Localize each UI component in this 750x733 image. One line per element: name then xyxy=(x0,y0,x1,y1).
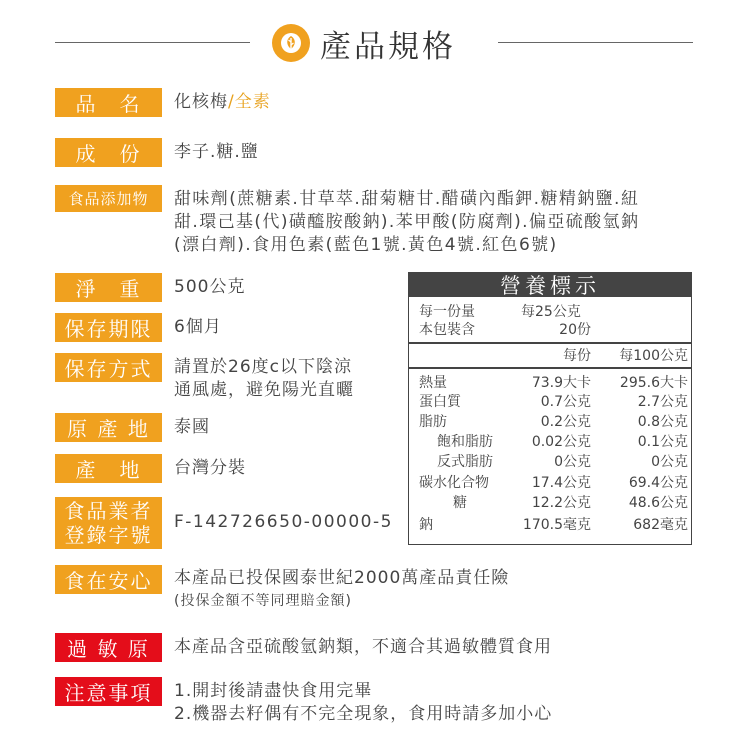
label-product-name: 品 名 xyxy=(55,88,162,117)
additives-line: 甜.環己基(代)磺醯胺酸鈉).苯甲酸(防腐劑).偏亞硫酸氫鈉 xyxy=(174,212,640,232)
nutrient-per-serving: 12.2公克 xyxy=(531,495,591,511)
header-rule-right xyxy=(498,42,693,43)
storage-line: 請置於26度c以下陰涼 xyxy=(174,357,352,377)
insurance-note: (投保金額不等同理賠金額) xyxy=(174,593,352,609)
header-rule-left xyxy=(55,42,250,43)
col-per-100g: 每100公克 xyxy=(619,348,688,364)
label-registration xyxy=(55,497,162,549)
insurance-line: 本產品已投保國泰世紀2000萬產品責任險 xyxy=(174,568,510,588)
nutrient-per-100g: 0公克 xyxy=(651,454,688,470)
label-caution: 注意事項 xyxy=(55,677,162,706)
nutrient-name: 蛋白質 xyxy=(419,394,461,410)
pack-label: 本包裝含 xyxy=(419,322,475,338)
label-shelf-life: 保存期限 xyxy=(55,313,162,342)
nutrition-divider xyxy=(409,342,691,344)
nutrient-per-100g: 295.6大卡 xyxy=(619,375,688,391)
label-allergen: 過 敏 原 xyxy=(55,633,162,662)
serving-label: 每一份量 xyxy=(419,304,475,320)
caution-line: 1.開封後請盡快食用完畢 xyxy=(174,681,373,701)
label-packing-place: 產 地 xyxy=(55,454,162,483)
value-packing-place: 台灣分裝 xyxy=(174,458,246,478)
value-net-weight: 500公克 xyxy=(174,277,246,297)
nutrient-per-serving: 0.02公克 xyxy=(531,434,591,450)
nutrition-divider xyxy=(409,367,691,369)
nutrient-name: 糖 xyxy=(453,495,467,511)
nutrient-name: 脂肪 xyxy=(419,414,447,430)
value-product-name xyxy=(174,91,271,114)
nutrient-name: 碳水化合物 xyxy=(419,475,489,491)
nutrient-per-100g: 682毫克 xyxy=(633,517,688,533)
nutrient-per-100g: 0.8公克 xyxy=(637,414,688,430)
label-origin: 原 產 地 xyxy=(55,413,162,442)
label-ingredients: 成 份 xyxy=(55,138,162,167)
additives-line: 甜味劑(蔗糖素.甘草萃.甜菊糖甘.醋磺內酯鉀.糖精鈉鹽.紐 xyxy=(174,189,640,209)
pack-value: 20份 xyxy=(559,322,591,338)
nutrient-per-serving: 0.2公克 xyxy=(540,414,591,430)
caution-line: 2.機器去籽偶有不完全現象，食用時請多加小心 xyxy=(174,704,553,724)
value-allergen: 本產品含亞硫酸氫鈉類，不適合其過敏體質食用 xyxy=(174,637,552,657)
value-insurance xyxy=(174,567,509,613)
value-ingredients: 李子.糖.鹽 xyxy=(174,142,259,162)
leaf-logo-icon xyxy=(272,24,310,62)
registration-label-line: 登錄字號 xyxy=(64,523,153,547)
nutrient-per-serving: 170.5毫克 xyxy=(522,517,591,533)
nutrient-per-serving: 17.4公克 xyxy=(531,475,591,491)
value-registration: F-142726650-00000-5 xyxy=(174,512,393,532)
value-storage xyxy=(174,356,354,402)
value-shelf-life: 6個月 xyxy=(174,317,222,337)
value-caution xyxy=(174,680,552,726)
additives-line: (漂白劑).食用色素(藍色1號.黃色4號.紅色6號) xyxy=(174,235,558,255)
nutrient-per-100g: 0.1公克 xyxy=(637,434,688,450)
value-origin: 泰國 xyxy=(174,417,210,437)
nutrient-per-serving: 0.7公克 xyxy=(540,394,591,410)
nutrient-per-100g: 2.7公克 xyxy=(637,394,688,410)
product-name-text: 化核梅 xyxy=(174,92,228,112)
nutrient-name: 熱量 xyxy=(419,375,447,391)
storage-line: 通風處，避免陽光直曬 xyxy=(174,380,354,400)
nutrient-per-serving: 0公克 xyxy=(554,454,591,470)
label-additives: 食品添加物 xyxy=(55,185,162,212)
header xyxy=(272,20,456,66)
nutrient-per-serving: 73.9大卡 xyxy=(531,375,591,391)
label-storage: 保存方式 xyxy=(55,353,162,382)
nutrient-name: 鈉 xyxy=(419,517,433,533)
page-title: 產品規格 xyxy=(320,28,456,65)
product-name-tag: /全素 xyxy=(228,92,271,112)
label-net-weight: 淨 重 xyxy=(55,273,162,302)
nutrition-title: 營養標示 xyxy=(409,273,691,297)
value-additives xyxy=(174,188,639,257)
label-insurance: 食在安心 xyxy=(55,565,162,594)
registration-label-line: 食品業者 xyxy=(64,499,153,523)
nutrient-per-100g: 48.6公克 xyxy=(628,495,688,511)
serving-value: 每25公克 xyxy=(521,304,581,320)
nutrient-per-100g: 69.4公克 xyxy=(628,475,688,491)
nutrient-name: 飽和脂肪 xyxy=(437,434,493,450)
col-per-serving: 每份 xyxy=(563,348,591,364)
nutrition-table xyxy=(408,272,692,545)
nutrient-name: 反式脂肪 xyxy=(437,454,493,470)
